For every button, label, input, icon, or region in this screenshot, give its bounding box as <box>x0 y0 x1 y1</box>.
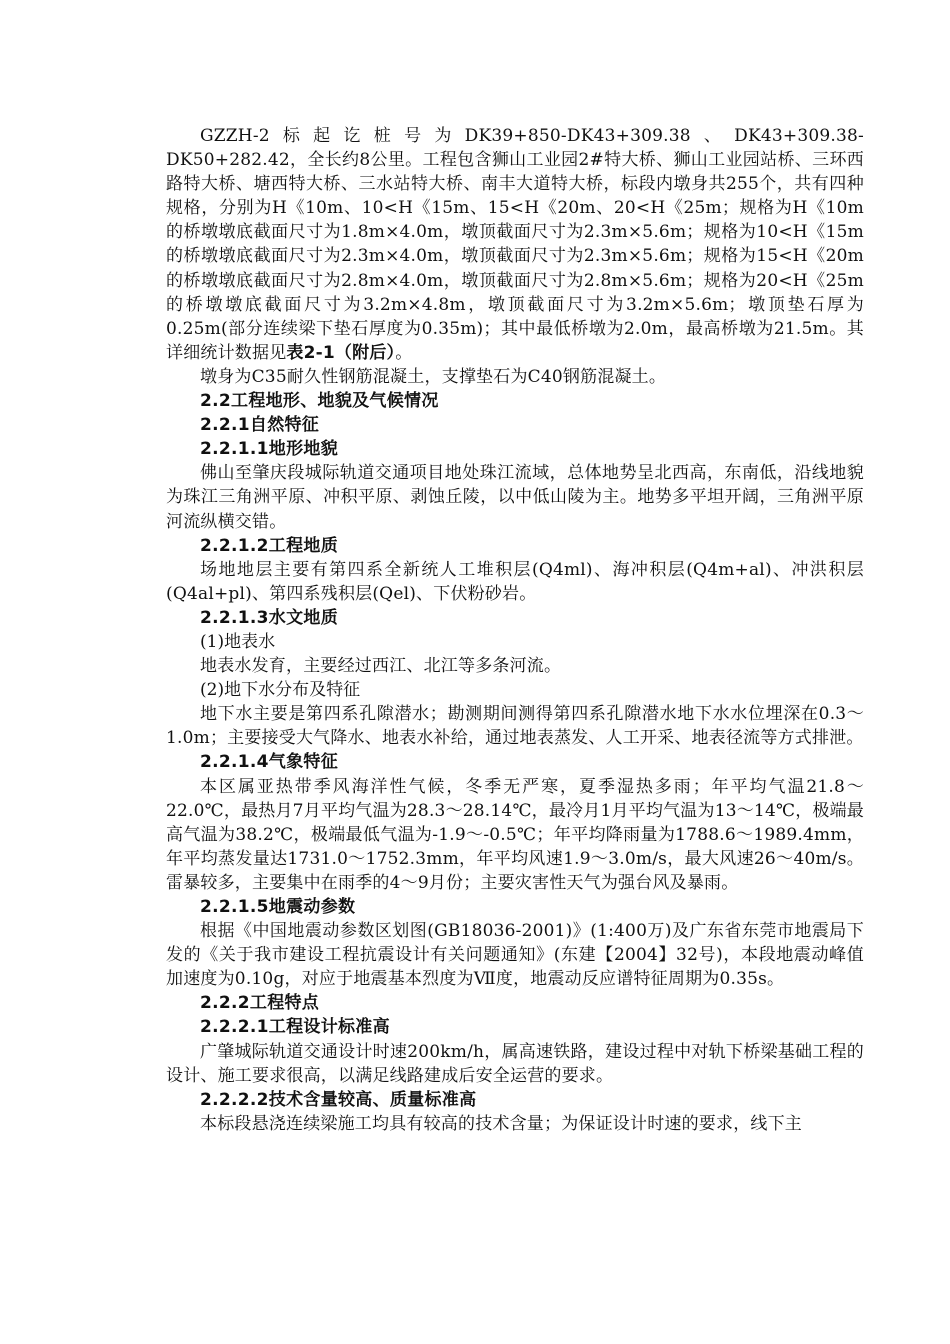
paragraph-end-punct: 。 <box>395 342 413 363</box>
heading-2-2-1-5: 2.2.1.5地震动参数 <box>200 897 356 917</box>
heading-2-2-1-1: 2.2.1.1地形地貌 <box>200 439 338 460</box>
heading-2-2-2-1: 2.2.2.1工程设计标准高 <box>200 1017 390 1038</box>
paragraph-terrain: 佛山至肇庆段城际轨道交通项目地处珠江流域，总体地势呈北西高，东南低，沿线地貌为珠江三角洲平原、冲积平原、剥蚀丘陵，以中低山陵为主。地势多平坦开阔，三角洲平原河流纵横交错。 <box>166 463 864 532</box>
subheading-surface-water: (1)地表水 <box>200 631 276 652</box>
subheading-groundwater: (2)地下水分布及特征 <box>200 680 361 701</box>
heading-2-2: 2.2工程地形、地貌及气候情况 <box>200 391 439 412</box>
paragraph-project-scope-text: GZZH-2标起讫桩号为DK39+850-DK43+309.38、DK43+309.38-DK50+282.42，全长约8公里。工程包含狮山工业园2#特大桥、狮山工业园站桥、三环西路特大桥、塘西特大桥、三水站特大桥、南丰大道特大桥，标段内墩身共255个，共有四种规格，分别为H《10m、10<H《15m、15<H《20m、20<H《25m；规格为H《10m的桥墩墩底截面尺寸为1.8m×4.0m，墩顶截面尺寸为2.3m×5.6m；规格为10<H《15m的桥墩墩底截面尺寸为2.3m×4.0m，墩顶截面尺寸为2.3m×5.6m；规格为15<H《20m的桥墩墩底截面尺寸为2.8m×4.0m，墩顶截面尺寸为2.8m×5.6m；规格为20<H《25m的桥墩墩底截面尺寸为3.2m×4.8m，墩顶截面尺寸为3.2m×5.6m；墩顶垫石厚为0.25m(部分连续梁下垫石厚度为0.35m)；其中最低桥墩为2.0m，最高桥墩为21.5m。其详细统计数据见 <box>166 126 864 363</box>
paragraph-project-scope <box>166 124 864 365</box>
heading-2-2-2: 2.2.2工程特点 <box>200 993 320 1014</box>
paragraph-geology: 场地地层主要有第四系全新统人工堆积层(Q4ml)、海冲积层(Q4m+al)、冲洪积层(Q4al+pl)、第四系残积层(Qel)、下伏粉砂岩。 <box>166 559 864 604</box>
heading-2-2-1-3: 2.2.1.3水文地质 <box>200 607 338 628</box>
paragraph-materials: 墩身为C35耐久性钢筋混凝土，支撑垫石为C40钢筋混凝土。 <box>200 366 667 387</box>
table-reference: 表2-1（附后） <box>286 342 396 363</box>
paragraph-seismic: 根据《中国地震动参数区划图(GB18036-2001)》(1:400万)及广东省东莞市地震局下发的《关于我市建设工程抗震设计有关问题通知》(东建【2004】32号)，本段地震动峰值加速度为0.10g，对应于地震基本烈度为Ⅶ度，地震动反应谱特征周期为0.35s。 <box>166 921 864 990</box>
heading-2-2-1-2: 2.2.1.2工程地质 <box>200 535 338 556</box>
heading-2-2-2-2: 2.2.2.2技术含量较高、质量标准高 <box>200 1089 477 1110</box>
paragraph-technology: 本标段悬浇连续梁施工均具有较高的技术含量；为保证设计时速的要求，线下主 <box>200 1113 802 1134</box>
paragraph-surface-water: 地表水发育，主要经过西江、北江等多条河流。 <box>200 656 562 677</box>
paragraph-groundwater: 地下水主要是第四系孔隙潜水；勘测期间测得第四系孔隙潜水地下水水位埋深在0.3～1.0m；主要接受大气降水、地表水补给，通过地表蒸发、人工开采、地表径流等方式排泄。 <box>166 704 864 749</box>
paragraph-climate: 本区属亚热带季风海洋性气候，冬季无严寒，夏季湿热多雨；年平均气温21.8～22.0℃，最热月7月平均气温为28.3～28.14℃，最冷月1月平均气温为13～14℃，极端最高气温为38.2℃，极端最低气温为-1.9～-0.5℃；年平均降雨量为1788.6～1989.4mm，年平均蒸发量达1731.0～1752.3mm，年平均风速1.9～3.0m/s，最大风速26～40m/s。雷暴较多，主要集中在雨季的4～9月份；主要灾害性天气为强台风及暴雨。 <box>166 776 864 893</box>
heading-2-2-1-4: 2.2.1.4气象特征 <box>200 752 338 773</box>
heading-2-2-1: 2.2.1自然特征 <box>200 415 320 436</box>
paragraph-design-standard: 广肇城际轨道交通设计时速200km/h，属高速铁路，建设过程中对轨下桥梁基础工程的设计、施工要求很高，以满足线路建成后安全运营的要求。 <box>166 1041 864 1086</box>
